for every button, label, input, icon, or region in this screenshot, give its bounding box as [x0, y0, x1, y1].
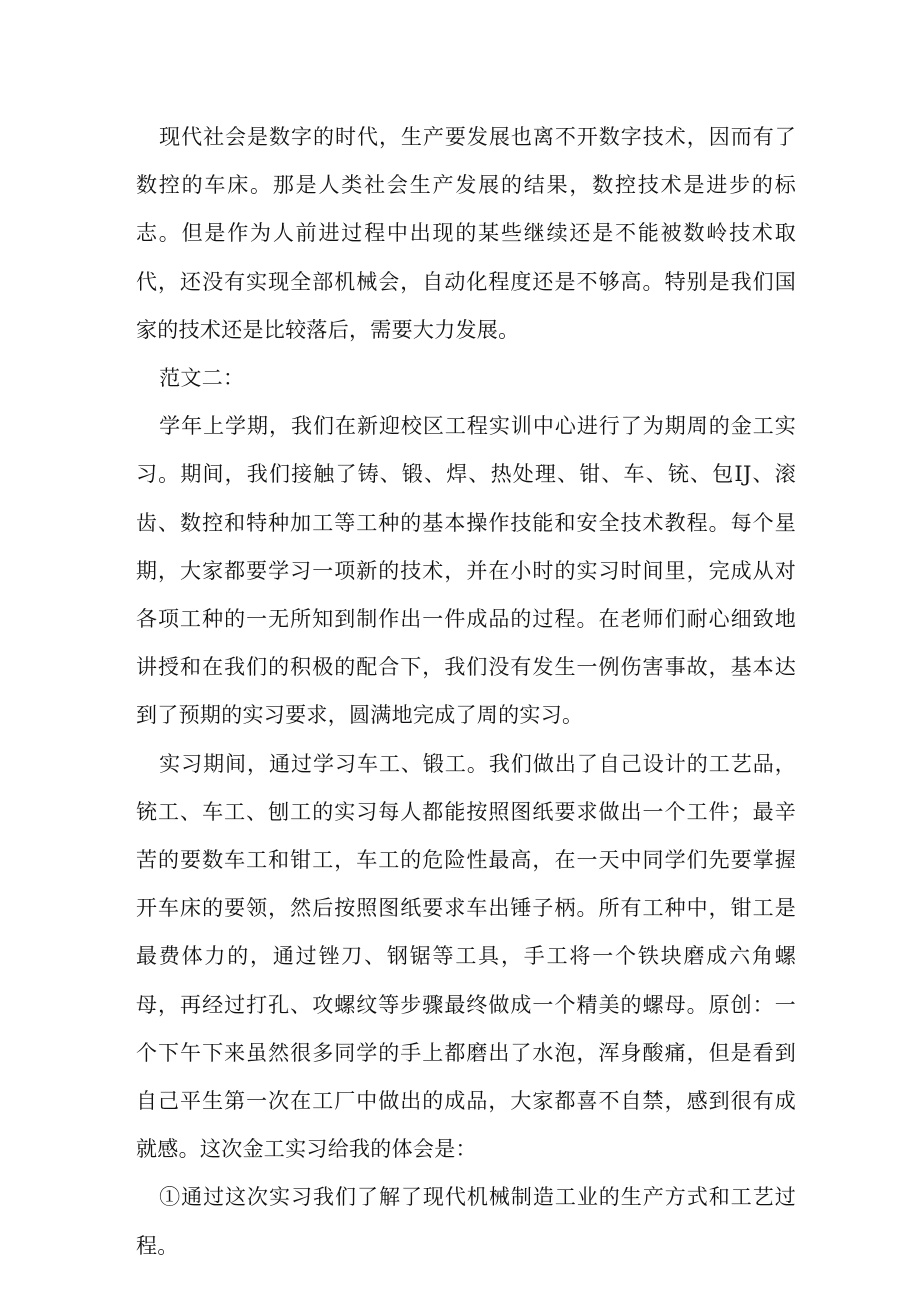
- paragraph-internship-overview: 学年上学期，我们在新迎校区工程实训中心进行了为期周的金工实习。期间，我们接触了铸、锻、焊、热处理、钳、车、铳、包IJ、滚齿、数控和特种加工等工种的基本操作技能和安全技术教程。每个星期，大家都要学习一项新的技术，并在小时的实习时间里，完成从对各项工种的一无所知到制作出一件成品的过程。在老师们耐心细致地讲授和在我们的积极的配合下，我们没有发生一例伤害事故，基本达到了预期的实习要求，圆满地完成了周的实习。: [136, 414, 796, 728]
- paragraph-sample-heading: 范文二：: [159, 366, 245, 391]
- document-body: [136, 113, 796, 1270]
- paragraph-cnc-intro: 现代社会是数字的时代，生产要发展也离不开数字技术，因而有了数控的车床。那是人类社会生产发展的结果，数控技术是进步的标志。但是作为人前进过程中出现的某些继续还是不能被数岭技术取代，还没有实现全部机械会，自动化程度还是不够高。特别是我们国家的技术还是比较落后，需要大力发展。: [136, 125, 796, 342]
- paragraph-internship-details: 实习期间，通过学习车工、锻工。我们做出了自己设计的工艺品，铳工、车工、刨工的实习每人都能按照图纸要求做出一个工件；最辛苦的要数车工和钳工，车工的危险性最高，在一天中同学们先要掌握开车床的要领，然后按照图纸要求车出锤子柄。所有工种中，钳工是最费体力的，通过锉刀、钢锯等工具，手工将一个铁块磨成六角螺母，再经过打孔、攻螺纹等步骤最终做成一个精美的螺母。原创：一个下午下来虽然很多同学的手上都磨出了水泡，浑身酸痛，但是看到自己平生第一次在工厂中做出的成品，大家都喜不自禁，感到很有成就感。这次金工实习给我的体会是：: [136, 751, 796, 1162]
- paragraph-takeaway-1: ①通过这次实习我们了解了现代机械制造工业的生产方式和工艺过程。: [136, 1185, 796, 1258]
